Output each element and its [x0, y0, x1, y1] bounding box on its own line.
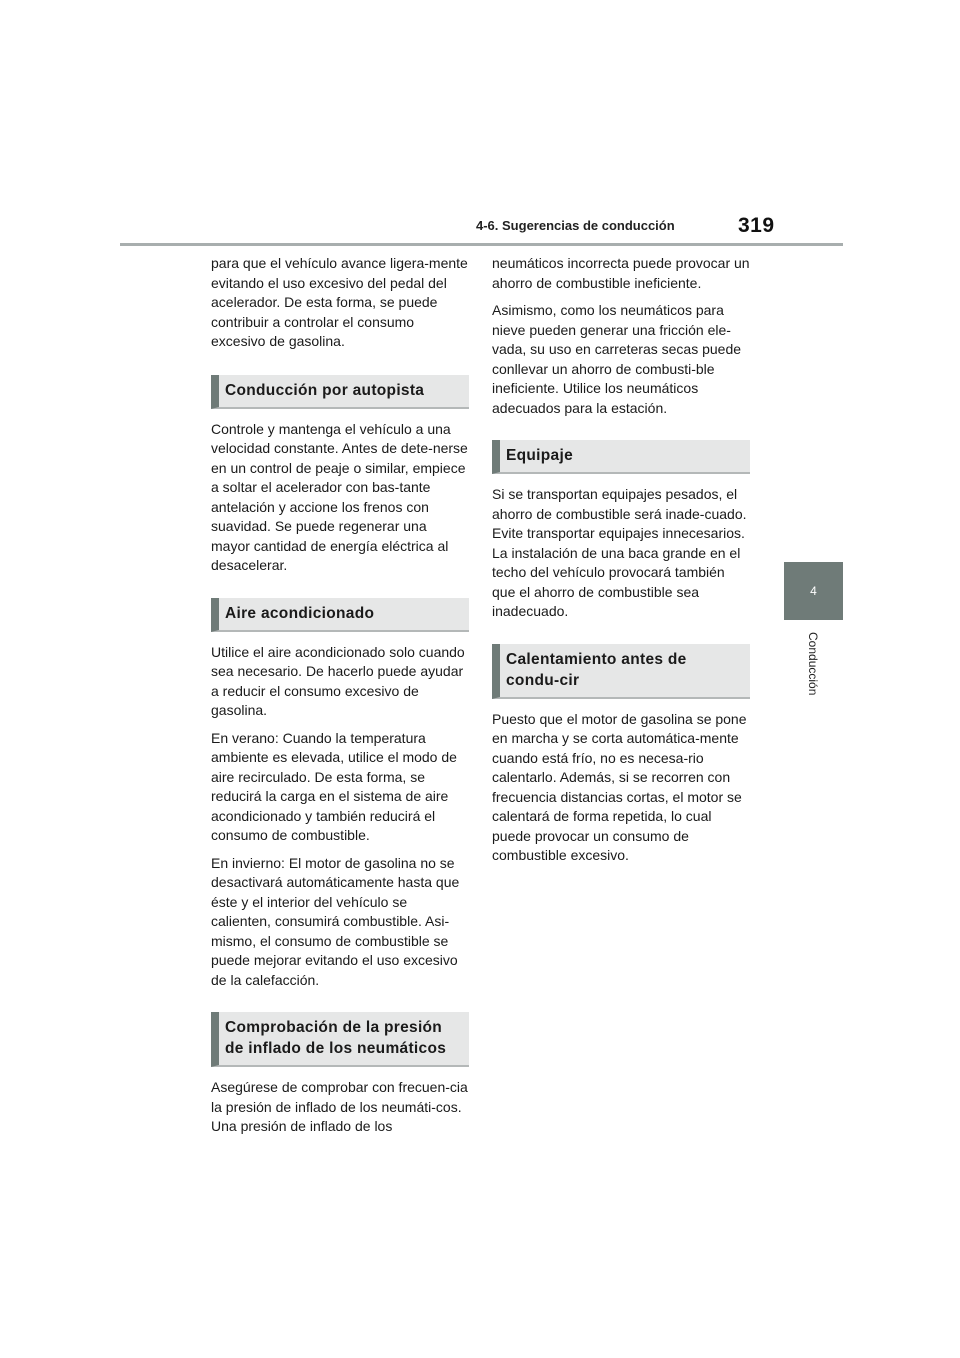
- ac-paragraph-3: En invierno: El motor de gasolina no se desactivará automáticamente hasta que éste y el interior del vehículo se calienten, consumirá combustible. Asi-mismo, el consumo de combustible se puede mejorar evitando el uso excesivo de la calefacción.: [211, 854, 460, 988]
- left-column: [211, 254, 469, 1145]
- tire-pressure-heading: Comprobación de la presión de inflado de los neumáticos: [211, 1012, 469, 1067]
- intro-paragraph: para que el vehículo avance ligera-mente evitando el uso excesivo del pedal del acelerador. De esta forma, se puede contribuir a controlar el consumo excesivo de gasolina.: [211, 255, 468, 349]
- warmup-paragraph: Puesto que el motor de gasolina se pone en marcha y se corta automática-mente cuando está frío, no es necesa-rio calentarlo. Además, si se recorren con frecuencia distancias cortas, el motor se calentará de forma repetida, lo cual puede provocar un consumo de combustible excesivo.: [492, 710, 747, 863]
- page-number: 319: [738, 214, 775, 237]
- highway-paragraph: Controle y mantenga el vehículo a una velocidad constante. Antes de dete-nerse en un control de peaje o similar, empiece a soltar el acelerador con bas-tante antelación y accione los frenos con suavidad. Se puede regenerar una mayor cantidad de energía eléctrica al desacelerar.: [211, 420, 468, 573]
- tire-pressure-paragraph: Asegúrese de comprobar con frecuen-cia la presión de inflado de los neumáti-cos. Una presión de inflado de los: [211, 1079, 468, 1134]
- ac-heading: Aire acondicionado: [211, 598, 469, 632]
- snow-tires-paragraph: Asimismo, como los neumáticos para nieve pueden generar una fricción ele-vada, su uso en carreteras secas puede conllevar un ahorro de combusti-ble ineficiente. Utilice los neumáticos adecuados para la estación.: [492, 302, 742, 416]
- tire-continuation-paragraph: neumáticos incorrecta puede provocar un ahorro de combustible ineficiente.: [492, 255, 750, 291]
- section-title: 4-6. Sugerencias de conducción: [476, 218, 675, 233]
- luggage-heading: Equipaje: [492, 440, 750, 474]
- right-column: [492, 254, 750, 874]
- chapter-number: 4: [810, 584, 817, 598]
- chapter-label: Conducción: [806, 632, 820, 696]
- header-divider: [120, 243, 843, 246]
- ac-paragraph-1: Utilice el aire acondicionado solo cuando sea necesario. De hacerlo puede ayudar a reducir el consumo excesivo de gasolina.: [211, 643, 465, 718]
- warmup-heading: Calentamiento antes de condu-cir: [492, 644, 750, 699]
- ac-paragraph-2: En verano: Cuando la temperatura ambiente es elevada, utilice el modo de aire recirculado. De esta forma, se reducirá la carga en el sistema de aire acondicionado y también reducirá el consumo de combustible.: [211, 729, 457, 843]
- highway-heading: Conducción por autopista: [211, 375, 469, 409]
- luggage-paragraph: Si se transportan equipajes pesados, el ahorro de combustible será inade-cuado. Evite transportar equipajes innecesarios. La instalación de una baca grande en el techo del vehículo provocará también que el ahorro de combustible sea inadecuado.: [492, 486, 747, 619]
- chapter-tab[interactable]: [784, 562, 843, 620]
